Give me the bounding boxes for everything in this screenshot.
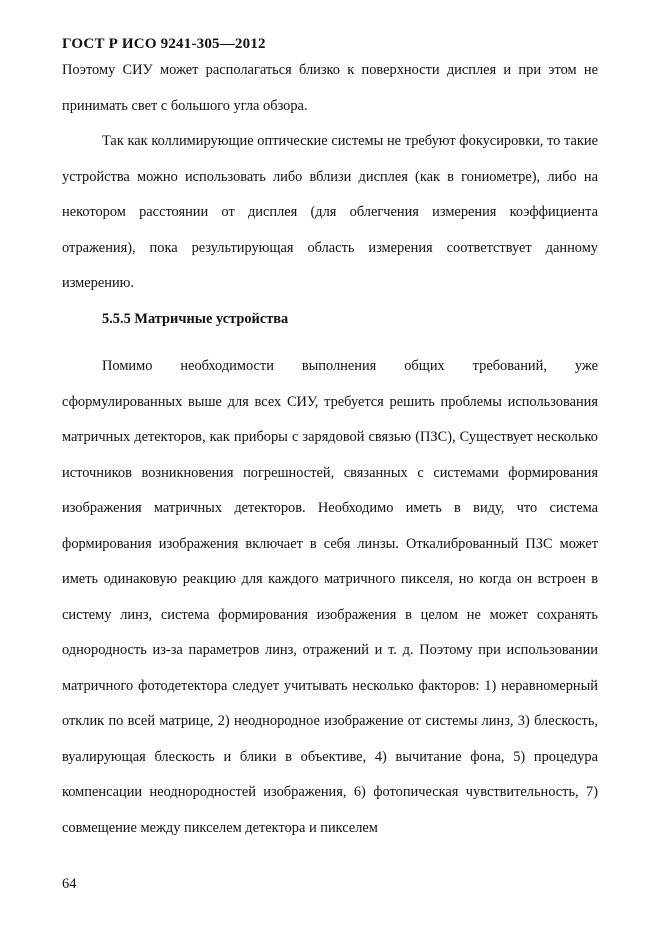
section-heading: 5.5.5 Матричные устройства xyxy=(102,310,289,327)
paragraph-collimating-systems: Так как коллимирующие оптические системы не требуют фокусировки, то такие устройства можно использовать либо вблизи дисплея (как в гониометре), либо на некотором расстоянии от дисплея (для облегчения измерения коэффициента отражения), пока результирующая область измерения соответствует данному измерению. xyxy=(62,133,598,291)
paragraph-matrix-devices: Помимо необходимости выполнения общих требований, уже сформулированных выше для всех СИУ, требуется решить проблемы использования матричных детекторов, как приборы с зарядовой связью (ПЗС), Существует несколько источников возникновения погрешностей, связанных с системами формирования изображения матричных детекторов. Необходимо иметь в виду, что система формирования изображения включает в себя линзы. Откалиброванный ПЗС может иметь одинаковую реакцию для каждого матричного пикселя, но когда он встроен в систему линз, система формирования изображения в целом не может сохранять однородность из-за параметров линз, отражений и т. д. Поэтому при использовании матричного фотодетектора следует учитывать несколько факторов: 1) неравномерный отклик по всей матрице, 2) неоднородное изображение от системы линз, 3) блескость, вуалирующая блескость и блики в объективе, 4) вычитание фона, 5) процедура компенсации неоднородностей изображения, 6) фотопическая чувствительность, 7) совмещение между пикселем детектора и пикселем xyxy=(62,358,598,836)
document-header: ГОСТ Р ИСО 9241-305—2012 xyxy=(62,36,266,52)
paragraph-continuation: Поэтому СИУ может располагаться близко к поверхности дисплея и при этом не принимать свет с большого угла обзора. xyxy=(62,62,598,114)
document-body xyxy=(62,53,598,846)
page-number: 64 xyxy=(62,876,77,892)
